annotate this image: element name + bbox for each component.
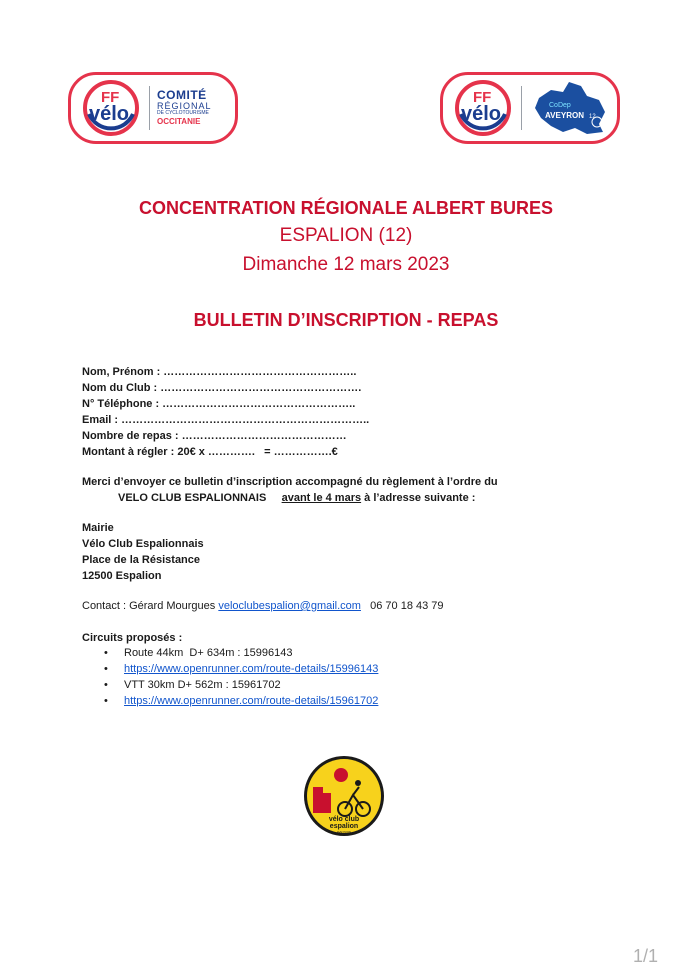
contact-label: Contact : Gérard Mourgues (82, 600, 219, 612)
bullet-icon: • (104, 695, 108, 707)
address-line: Place de la Résistance (82, 554, 201, 566)
region-label: OCCITANIE (157, 117, 201, 127)
form-club-field: Nom du Club : ………………………………………………. (82, 382, 362, 394)
main-title: CONCENTRATION RÉGIONALE ALBERT BURES (139, 198, 553, 218)
codep-label: CoDep (549, 102, 571, 109)
velo-club-espalion-logo (303, 755, 385, 837)
form-name-field: Nom, Prénom : …………………………………………….. (82, 366, 357, 378)
ff-text: FF (473, 89, 492, 106)
instruction-line1: Merci d’envoyer ce bulletin d’inscription accompagné du règlement à l’ordre du (82, 476, 498, 488)
comite-label: COMITÉ (157, 88, 207, 103)
form-email-field: Email : ………………………………………………………….. (82, 414, 370, 426)
location: ESPALION (12) (279, 225, 413, 246)
circuit-item: VTT 30km D+ 562m : 15961702 (124, 679, 281, 691)
instruction-line2 (118, 490, 475, 506)
comite-text (157, 89, 212, 127)
address-line: Vélo Club Espalionnais (82, 538, 204, 550)
logo-divider (521, 86, 522, 130)
contact-email-link[interactable]: veloclubespalion@gmail.com (218, 600, 361, 612)
circuit-item: Route 44km D+ 634m : 15996143 (124, 647, 293, 659)
circuits-title: Circuits proposés : (82, 632, 183, 644)
logo-divider (149, 86, 150, 130)
cyclo-label: DE CYCLOTOURISME (157, 110, 209, 117)
circuit-route-link[interactable]: https://www.openrunner.com/route-details/15996143 (124, 663, 379, 675)
club-line3: AVEYRON (336, 830, 352, 834)
ff-text: FF (101, 89, 120, 106)
dept-number: 12 (589, 114, 596, 120)
deadline: avant le 4 mars (281, 492, 362, 504)
contact-phone: 06 70 18 43 79 (370, 600, 444, 612)
velo-text: vélo (461, 103, 502, 125)
codep-aveyron-map (529, 78, 609, 138)
club-line1: vélo club (328, 816, 360, 823)
velo-text: vélo (89, 103, 130, 125)
ffvelo-occitanie-logo (68, 72, 238, 144)
address-line: Mairie (82, 522, 114, 534)
aveyron-label: AVEYRON (545, 111, 584, 120)
contact-line (82, 598, 444, 614)
bullet-icon: • (104, 679, 108, 691)
bullet-icon: • (104, 663, 108, 675)
regional-label: RÉGIONAL (157, 100, 212, 111)
page-number: 1/1 (632, 946, 658, 966)
address-line: 12500 Espalion (82, 570, 162, 582)
form-meals-field: Nombre de repas : ……………………………………… (82, 430, 347, 442)
bullet-icon: • (104, 647, 108, 659)
circuit-vtt-link[interactable]: https://www.openrunner.com/route-details/15961702 (124, 695, 379, 707)
form-amount-field: Montant à régler : 20€ x …………. = …………….€ (82, 446, 338, 458)
event-date: Dimanche 12 mars 2023 (242, 254, 450, 275)
ffvelo-emblem-right (453, 79, 517, 137)
club-line2: espalion (329, 823, 359, 830)
payee-name: VELO CLUB ESPALIONNAIS (118, 492, 267, 504)
ffvelo-emblem (81, 79, 145, 137)
club-emblem-icon (303, 755, 385, 837)
ffvelo-codep-logo (440, 72, 620, 144)
form-phone-field: N° Téléphone : …………………………………………….. (82, 398, 356, 410)
bulletin-title: BULLETIN D’INSCRIPTION - REPAS (193, 310, 499, 330)
instruction-rest: à l’adresse suivante : (361, 492, 476, 504)
